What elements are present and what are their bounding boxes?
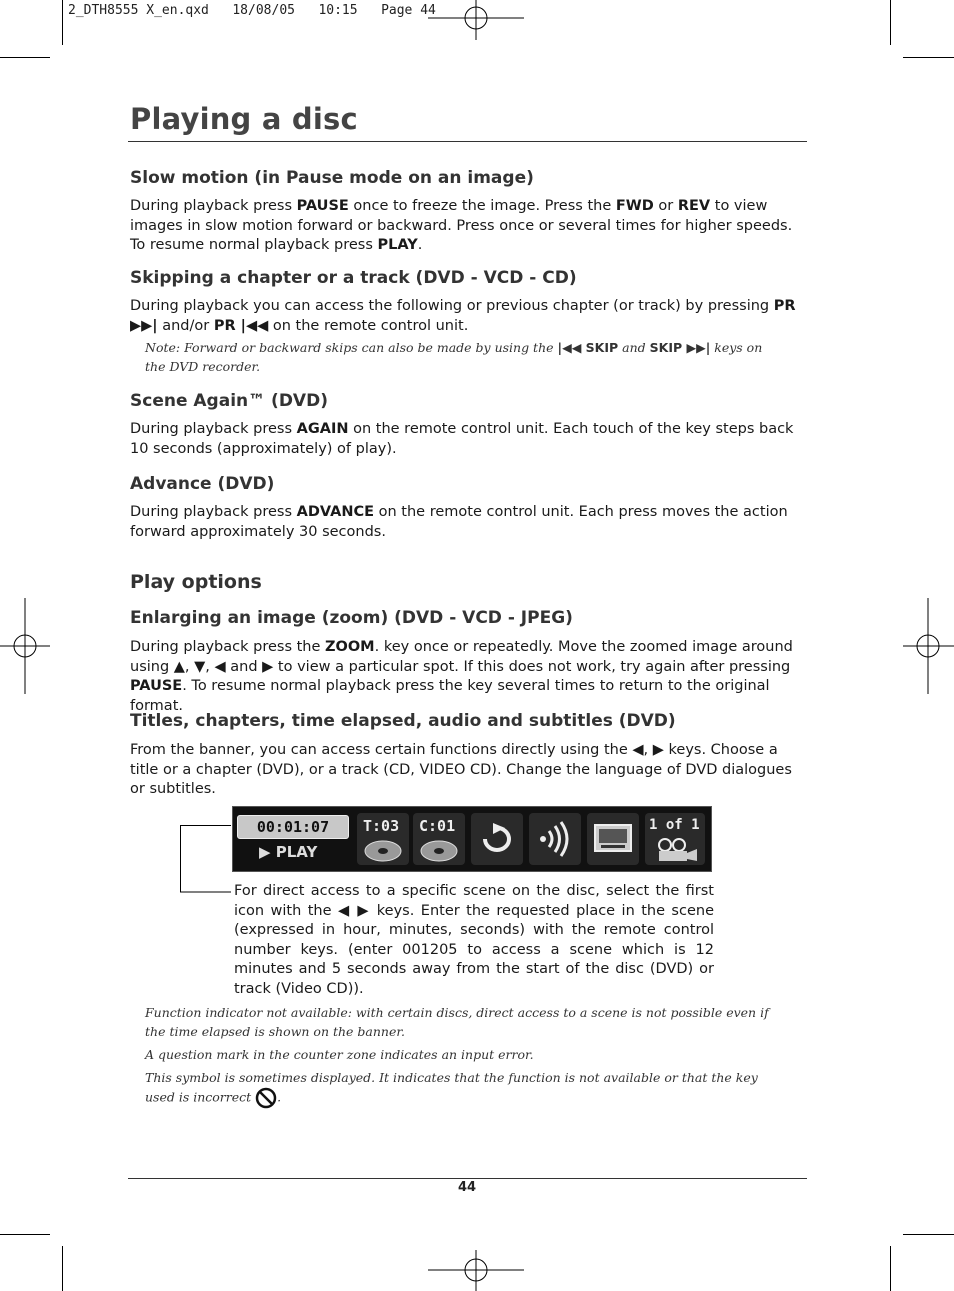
text: During playback press xyxy=(130,421,297,437)
chapter-icon[interactable] xyxy=(413,813,465,865)
chapter-number: C:01 xyxy=(419,817,456,835)
crop-mark xyxy=(62,1246,63,1291)
page-number: 44 xyxy=(458,1180,477,1195)
footer-rule xyxy=(128,1178,807,1179)
text: . key once or repeatedly. Move the zoomed image around using ▲, ▼, ◀ and ▶ to view a particular spot. If this does not work, try again after pressing xyxy=(130,639,793,675)
key-again: AGAIN xyxy=(296,421,349,437)
text: on the remote control unit. Each press moves the action forward approximately 30 seconds. xyxy=(130,504,788,540)
crop-mark xyxy=(903,1234,954,1235)
text: . xyxy=(277,1089,282,1105)
disc-icon xyxy=(363,839,403,863)
section-heading-advance: Advance (DVD) xyxy=(130,474,275,494)
key-skip-back: |◀◀ SKIP xyxy=(557,340,619,355)
registration-mark-top xyxy=(428,0,524,40)
section-heading-scene-again: Scene Again™ (DVD) xyxy=(130,391,328,411)
text: . xyxy=(417,237,423,253)
callout-bracket xyxy=(180,825,232,893)
key-pause: PAUSE xyxy=(296,198,349,214)
key-rev: REV xyxy=(677,198,711,214)
section-body-titles: From the banner, you can access certain functions directly using the ◀, ▶ keys. Choose a title or a chapter (DVD), or a track (CD, VIDEO CD). Change the language of DVD dialogues or subtitles. xyxy=(130,742,792,797)
text: or xyxy=(653,198,678,214)
section-body-zoom xyxy=(130,638,806,716)
section-heading-zoom: Enlarging an image (zoom) (DVD - VCD - JPEG) xyxy=(130,608,573,628)
key-advance: ADVANCE xyxy=(296,504,375,520)
sound-waves-icon xyxy=(535,821,575,857)
section-heading-titles: Titles, chapters, time elapsed, audio and subtitles (DVD) xyxy=(130,711,676,731)
crop-mark xyxy=(62,0,63,45)
key-zoom: ZOOM xyxy=(325,639,375,655)
screen-icon xyxy=(593,823,633,855)
skipping-note xyxy=(145,338,785,376)
page-title: Playing a disc xyxy=(130,102,358,136)
key-pr-prev: PR |◀◀ xyxy=(213,317,269,334)
section-heading-skipping: Skipping a chapter or a track (DVD - VCD - CD) xyxy=(130,268,577,288)
text: During playback press xyxy=(130,504,297,520)
crop-mark xyxy=(0,57,50,58)
repeat-arrow-icon xyxy=(479,823,515,855)
disc-icon xyxy=(419,839,459,863)
camera-icon xyxy=(655,837,699,863)
crop-mark xyxy=(903,57,954,58)
text: During playback press the xyxy=(130,639,326,655)
section-body-advance xyxy=(130,503,806,542)
section-body-slow-motion xyxy=(130,197,806,256)
key-pr-next: PR ▶▶| xyxy=(130,298,796,334)
registration-mark-right xyxy=(903,598,954,694)
title-number: T:03 xyxy=(363,817,400,835)
text: on the remote control unit. Each touch of the key steps back 10 seconds (approximately) of play). xyxy=(130,421,794,457)
crop-mark xyxy=(890,1246,891,1291)
subtitle-icon[interactable] xyxy=(587,813,639,865)
section-heading-play-options: Play options xyxy=(130,571,262,593)
note-question-mark: A question mark in the counter zone indicates an input error. xyxy=(145,1047,534,1062)
crop-mark xyxy=(0,1234,50,1235)
text: and xyxy=(618,340,650,355)
text: This symbol is sometimes displayed. It indicates that the function is not available or that the key used is incorrect xyxy=(145,1070,758,1105)
registration-mark-bottom xyxy=(428,1250,524,1291)
title-rule xyxy=(128,141,807,142)
text: keys on the DVD recorder. xyxy=(145,340,763,374)
time-counter[interactable]: 00:01:07 xyxy=(237,815,349,839)
callout-text: For direct access to a specific scene on the disc, select the first icon with the ◀ ▶ keys. Enter the requested place in the scene (expressed in hour, minutes, seconds) with the remote control number keys. (enter 001205 to access a scene which is 12 minutes and 5 seconds away from the start of the disc (DVD) or track (Video CD)). xyxy=(234,883,714,997)
section-body-skipping xyxy=(130,297,806,336)
registration-mark-left xyxy=(0,598,50,694)
text: and/or xyxy=(157,317,214,334)
play-status: ▶ PLAY xyxy=(259,843,318,861)
section-body-scene-again xyxy=(130,420,806,459)
key-play: PLAY xyxy=(377,237,418,253)
text: . To resume normal playback press the key several times to return to the original format. xyxy=(130,678,770,714)
text: once to freeze the image. Press the xyxy=(348,198,616,214)
text: During playback you can access the following or previous chapter (or track) by pressing xyxy=(130,298,774,314)
prohibited-icon xyxy=(255,1087,277,1109)
note-function-not-available: Function indicator not available: with certain discs, direct access to a scene is not possible even if the time elapsed is shown on the banner. xyxy=(145,1005,769,1039)
text: on the remote control unit. xyxy=(268,317,469,334)
text: Note: Forward or backward skips can also be made by using the xyxy=(145,340,558,355)
text: to view images in slow motion forward or backward. Press once or several times for higher speeds. To resume normal playback press xyxy=(130,198,793,253)
crop-mark xyxy=(890,0,891,45)
audio-icon[interactable] xyxy=(529,813,581,865)
key-pause: PAUSE xyxy=(130,678,183,694)
title-icon[interactable] xyxy=(357,813,409,865)
header-slug: 2_DTH8555 X_en.qxd 18/08/05 10:15 Page 44 xyxy=(68,3,436,18)
angle-icon[interactable] xyxy=(645,813,705,865)
section-heading-slow-motion: Slow motion (in Pause mode on an image) xyxy=(130,168,534,188)
onscreen-banner xyxy=(232,806,712,872)
angle-number: 1 of 1 xyxy=(649,817,700,833)
note-prohibited-symbol xyxy=(145,1068,785,1109)
repeat-icon[interactable] xyxy=(471,813,523,865)
key-skip-forward: SKIP ▶▶| xyxy=(649,340,711,355)
key-fwd: FWD xyxy=(615,198,654,214)
text: During playback press xyxy=(130,198,297,214)
